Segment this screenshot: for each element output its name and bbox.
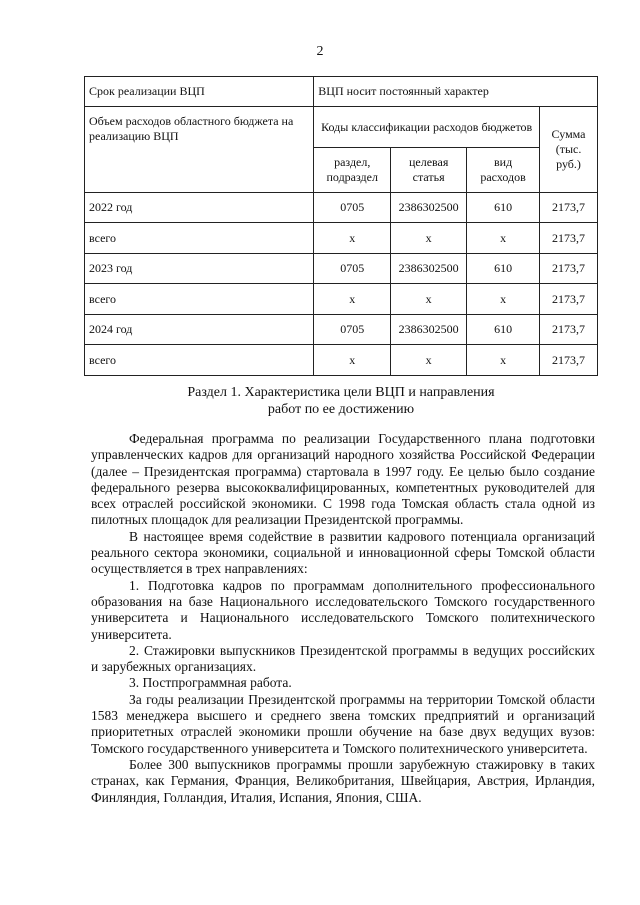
codes-header: Коды классификации расходов бюджетов: [314, 107, 540, 148]
section-title: [84, 384, 598, 418]
volume-label: Объем расходов областного бюджета на реализацию ВЦП: [85, 107, 314, 193]
list-item: 1. Подготовка кадров по программам дополнительного профессионального образования на базе Национального исследовательского Томского государственного университета и Национального исследовательского Томского политехнического университета.: [91, 577, 595, 642]
row-section: х: [314, 284, 391, 315]
table-row-header-1: [85, 107, 598, 148]
row-kind: 610: [467, 254, 540, 284]
table-row: [85, 284, 598, 315]
row-label: всего: [85, 284, 314, 315]
row-kind: х: [467, 223, 540, 254]
budget-table: [84, 76, 598, 376]
sum-header: Сумма (тыс. руб.): [540, 107, 598, 193]
row-kind: 610: [467, 193, 540, 223]
section-title-line-1: Раздел 1. Характеристика цели ВЦП и направления: [187, 385, 495, 400]
term-label: Срок реализации ВЦП: [85, 77, 314, 107]
col-target-header: целевая статья: [391, 148, 467, 193]
row-sum: 2173,7: [540, 254, 598, 284]
paragraph: Более 300 выпускников программы прошли зарубежную стажировку в таких странах, как Германия, Франция, Великобритания, Швейцария, Австрия, Ирландия, Финляндия, Голландия, Италия, Испания, Япония, США.: [91, 756, 595, 805]
row-kind: х: [467, 345, 540, 376]
row-sum: 2173,7: [540, 345, 598, 376]
row-section: 0705: [314, 315, 391, 345]
table-row-term: [85, 77, 598, 107]
paragraph: В настоящее время содействие в развитии кадрового потенциала организаций реального сектора экономики, социальной и инновационной сферы Томской области осуществляется в трех направлениях:: [91, 528, 595, 577]
row-sum: 2173,7: [540, 223, 598, 254]
col-kind-header: вид расходов: [467, 148, 540, 193]
row-target: 2386302500: [391, 254, 467, 284]
term-value: ВЦП носит постоянный характер: [314, 77, 598, 107]
table-row: [85, 193, 598, 223]
table-row: [85, 223, 598, 254]
row-sum: 2173,7: [540, 193, 598, 223]
row-section: 0705: [314, 254, 391, 284]
row-target: х: [391, 223, 467, 254]
body-text: [91, 431, 595, 806]
row-sum: 2173,7: [540, 315, 598, 345]
row-section: 0705: [314, 193, 391, 223]
row-label: 2024 год: [85, 315, 314, 345]
row-target: х: [391, 345, 467, 376]
table-row: [85, 315, 598, 345]
row-target: х: [391, 284, 467, 315]
row-target: 2386302500: [391, 315, 467, 345]
row-section: х: [314, 345, 391, 376]
page-number: 2: [316, 44, 324, 59]
paragraph: Федеральная программа по реализации Государственного плана подготовки управленческих кадров для организаций народного хозяйства Российской Федерации (далее – Президентская программа) стартовала в 1997 году. Ее целью было создание федерального резерва высококвалифицированных, компетентных руководителей для всех отраслей российской экономики. С 1998 года Томская область стала одной из пилотных площадок для реализации Президентской программы.: [91, 431, 595, 528]
col-section-header: раздел, подраздел: [314, 148, 391, 193]
row-label: 2022 год: [85, 193, 314, 223]
paragraph: За годы реализации Президентской программы на территории Томской области 1583 менеджера высшего и среднего звена томских предприятий и организаций приоритетных отраслей экономики прошли обучение на базе двух ведущих вузов: Томского государственного университета и Томского политехнического университета.: [91, 691, 595, 756]
section-title-line-2: работ по ее достижению: [267, 402, 415, 417]
list-item: 3. Постпрограммная работа.: [129, 675, 292, 691]
table-row: [85, 254, 598, 284]
list-item: 2. Стажировки выпускников Президентской программы в ведущих российских и зарубежных организациях.: [91, 642, 595, 675]
table-row: [85, 345, 598, 376]
row-label: всего: [85, 223, 314, 254]
row-label: 2023 год: [85, 254, 314, 284]
row-label: всего: [85, 345, 314, 376]
row-target: 2386302500: [391, 193, 467, 223]
row-section: х: [314, 223, 391, 254]
row-kind: 610: [467, 315, 540, 345]
row-sum: 2173,7: [540, 284, 598, 315]
row-kind: х: [467, 284, 540, 315]
